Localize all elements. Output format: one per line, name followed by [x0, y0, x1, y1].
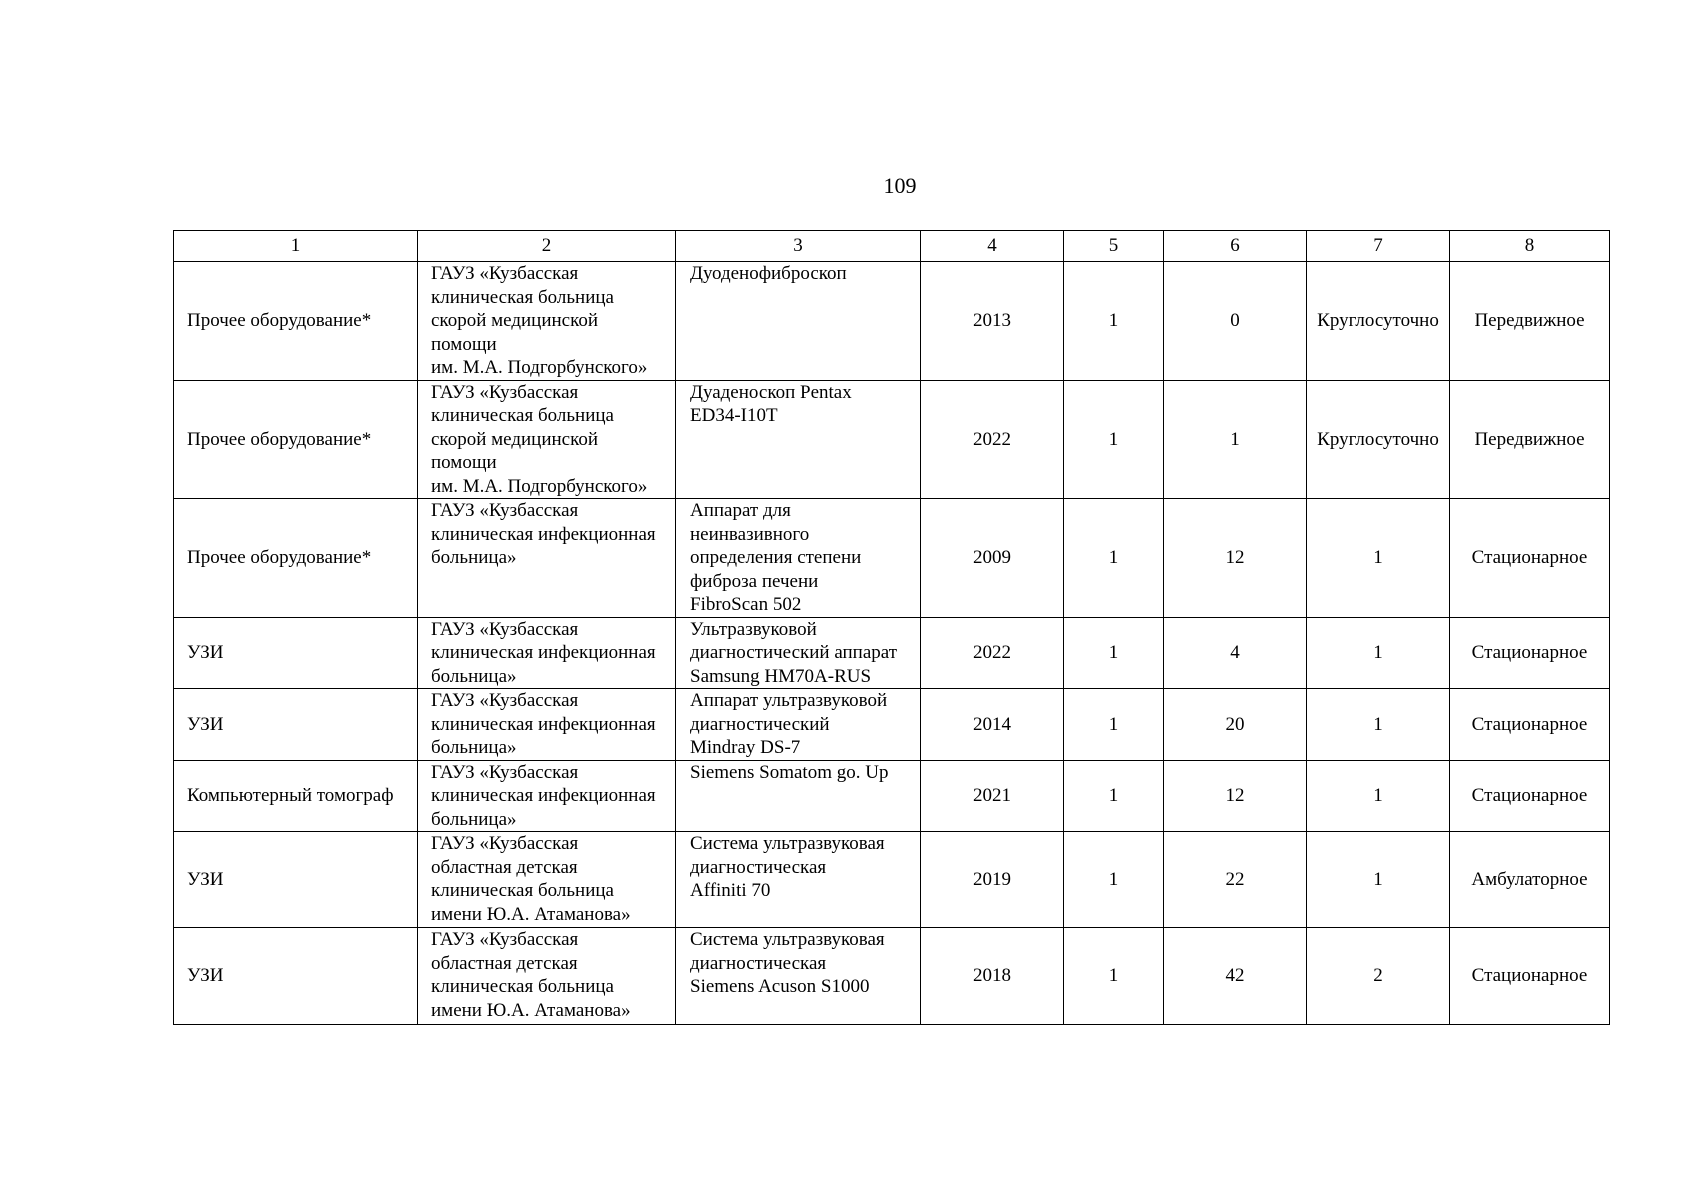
count-cell: 1 [1064, 499, 1164, 618]
table-row [174, 689, 1610, 761]
device-cell: Аппарат для неинвазивного определения степени фиброза печени FibroScan 502 [676, 499, 921, 618]
year-cell: 2021 [921, 760, 1064, 832]
equipment-type-cell: УЗИ [174, 832, 418, 928]
value-cell: 20 [1164, 689, 1307, 761]
mode-cell: Стационарное [1450, 928, 1610, 1025]
organization-cell: ГАУЗ «Кузбасская клиническая инфекционная больница» [418, 689, 676, 761]
schedule-cell: Круглосуточно [1307, 262, 1450, 381]
table-row [174, 928, 1610, 1025]
organization-cell: ГАУЗ «Кузбасская областная детская клиническая больница имени Ю.А. Атаманова» [418, 832, 676, 928]
organization-cell: ГАУЗ «Кузбасская клиническая больница скорой медицинской помощи им. М.А. Подгорбунского» [418, 380, 676, 499]
count-cell: 1 [1064, 262, 1164, 381]
column-header: 5 [1064, 231, 1164, 262]
value-cell: 1 [1164, 380, 1307, 499]
device-cell: Система ультразвуковая диагностическая Affiniti 70 [676, 832, 921, 928]
count-cell: 1 [1064, 689, 1164, 761]
equipment-type-cell: Компьютерный томограф [174, 760, 418, 832]
count-cell: 1 [1064, 832, 1164, 928]
column-header: 7 [1307, 231, 1450, 262]
value-cell: 12 [1164, 760, 1307, 832]
equipment-type-cell: Прочее оборудование* [174, 499, 418, 618]
mode-cell: Передвижное [1450, 262, 1610, 381]
column-header: 6 [1164, 231, 1307, 262]
value-cell: 4 [1164, 617, 1307, 689]
table-row [174, 760, 1610, 832]
device-cell: Дуаденоскоп Pentax ED34-I10T [676, 380, 921, 499]
table-header-row [174, 231, 1610, 262]
mode-cell: Стационарное [1450, 689, 1610, 761]
year-cell: 2018 [921, 928, 1064, 1025]
mode-cell: Стационарное [1450, 499, 1610, 618]
device-cell: Система ультразвуковая диагностическая Siemens Acuson S1000 [676, 928, 921, 1025]
year-cell: 2022 [921, 380, 1064, 499]
value-cell: 22 [1164, 832, 1307, 928]
mode-cell: Амбулаторное [1450, 832, 1610, 928]
schedule-cell: 1 [1307, 760, 1450, 832]
year-cell: 2009 [921, 499, 1064, 618]
mode-cell: Передвижное [1450, 380, 1610, 499]
organization-cell: ГАУЗ «Кузбасская клиническая инфекционная больница» [418, 760, 676, 832]
value-cell: 12 [1164, 499, 1307, 618]
column-header: 4 [921, 231, 1064, 262]
column-header: 2 [418, 231, 676, 262]
equipment-table [173, 230, 1610, 1025]
schedule-cell: 1 [1307, 617, 1450, 689]
device-cell: Дуоденофиброскоп [676, 262, 921, 381]
count-cell: 1 [1064, 928, 1164, 1025]
equipment-type-cell: Прочее оборудование* [174, 380, 418, 499]
device-cell: Siemens Somatom go. Up [676, 760, 921, 832]
table-row [174, 380, 1610, 499]
count-cell: 1 [1064, 760, 1164, 832]
equipment-type-cell: Прочее оборудование* [174, 262, 418, 381]
page-number: 109 [883, 173, 917, 198]
table-row [174, 262, 1610, 381]
schedule-cell: 1 [1307, 499, 1450, 618]
column-header: 3 [676, 231, 921, 262]
mode-cell: Стационарное [1450, 617, 1610, 689]
device-cell: Ультразвуковой диагностический аппарат Samsung HM70A-RUS [676, 617, 921, 689]
schedule-cell: 1 [1307, 689, 1450, 761]
organization-cell: ГАУЗ «Кузбасская клиническая инфекционная больница» [418, 499, 676, 618]
column-header: 8 [1450, 231, 1610, 262]
value-cell: 0 [1164, 262, 1307, 381]
count-cell: 1 [1064, 380, 1164, 499]
mode-cell: Стационарное [1450, 760, 1610, 832]
year-cell: 2022 [921, 617, 1064, 689]
schedule-cell: Круглосуточно [1307, 380, 1450, 499]
year-cell: 2019 [921, 832, 1064, 928]
organization-cell: ГАУЗ «Кузбасская областная детская клиническая больница имени Ю.А. Атаманова» [418, 928, 676, 1025]
device-cell: Аппарат ультразвуковой диагностический Mindray DS-7 [676, 689, 921, 761]
equipment-type-cell: УЗИ [174, 617, 418, 689]
table-row [174, 617, 1610, 689]
organization-cell: ГАУЗ «Кузбасская клиническая инфекционная больница» [418, 617, 676, 689]
organization-cell: ГАУЗ «Кузбасская клиническая больница скорой медицинской помощи им. М.А. Подгорбунского» [418, 262, 676, 381]
value-cell: 42 [1164, 928, 1307, 1025]
table-row [174, 499, 1610, 618]
column-header: 1 [174, 231, 418, 262]
year-cell: 2014 [921, 689, 1064, 761]
equipment-type-cell: УЗИ [174, 689, 418, 761]
equipment-type-cell: УЗИ [174, 928, 418, 1025]
schedule-cell: 2 [1307, 928, 1450, 1025]
year-cell: 2013 [921, 262, 1064, 381]
count-cell: 1 [1064, 617, 1164, 689]
table-row [174, 832, 1610, 928]
schedule-cell: 1 [1307, 832, 1450, 928]
